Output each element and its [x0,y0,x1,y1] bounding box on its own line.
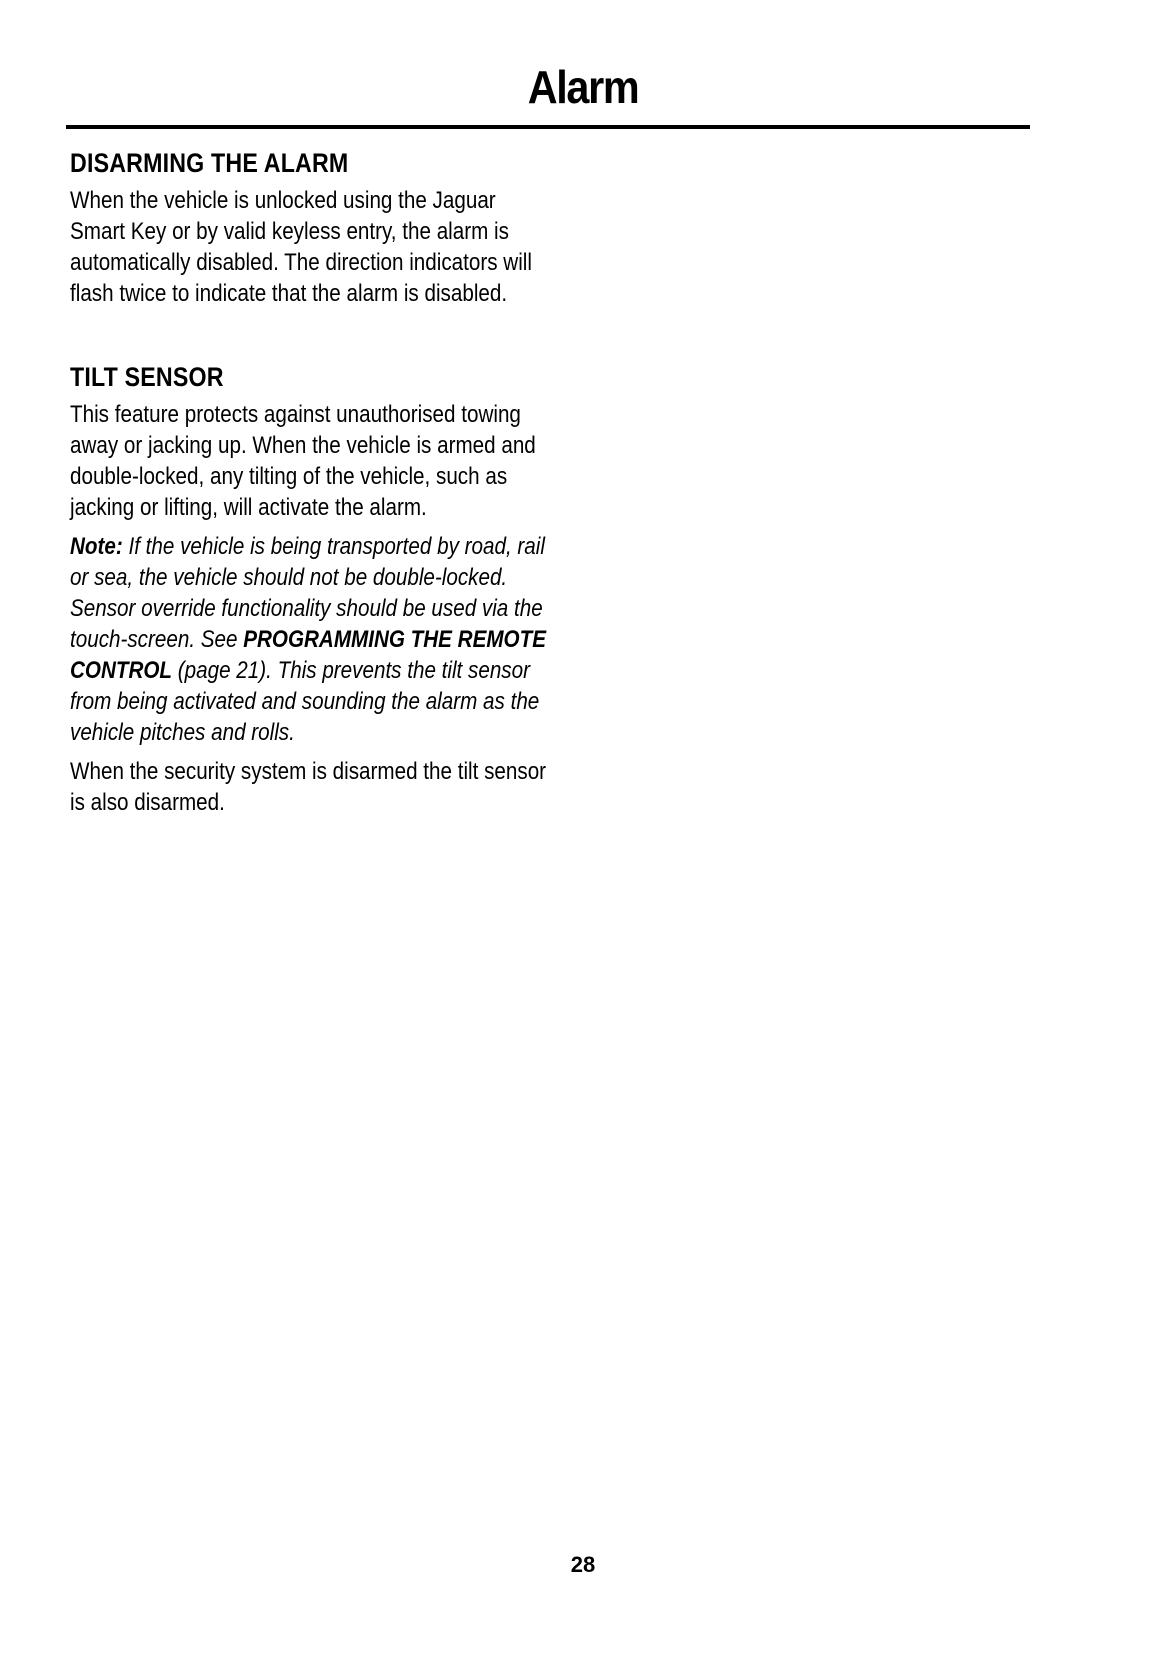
page-title: Alarm [527,61,639,113]
paragraph: This feature protects against unauthorised towing away or jacking up. When the vehicle is armed and double-locked, any tilting of the vehicle, such as jacking or lifting, will activate the alarm. [70,401,536,521]
section-disarming-the-alarm [70,148,540,309]
paragraph: When the vehicle is unlocked using the Jaguar Smart Key or by valid keyless entry, the alarm is automatically disabled. The direction indicators will flash twice to indicate that the alarm is disabled. [70,187,532,307]
note-paragraph [70,531,552,748]
section-tilt-sensor [70,362,547,818]
note-text: (page 21). This prevents the tilt sensor from being activated and sounding the alarm as the vehicle pitches and rolls. [70,657,540,746]
note-label: Note: [70,533,123,560]
section-heading: DISARMING THE ALARM [70,148,349,178]
cross-reference-link[interactable]: PROGRAMMING THE REMOTE CONTROL [70,626,546,684]
paragraph: When the security system is disarmed the tilt sensor is also disarmed. [70,758,547,816]
title-divider [66,125,1030,129]
page-number: 28 [570,1552,596,1577]
section-heading: TILT SENSOR [70,362,224,392]
note-text: If the vehicle is being transported by road, rail or sea, the vehicle should not be double-locked. Sensor override functionality should be used via the touch-screen. See [70,533,545,653]
